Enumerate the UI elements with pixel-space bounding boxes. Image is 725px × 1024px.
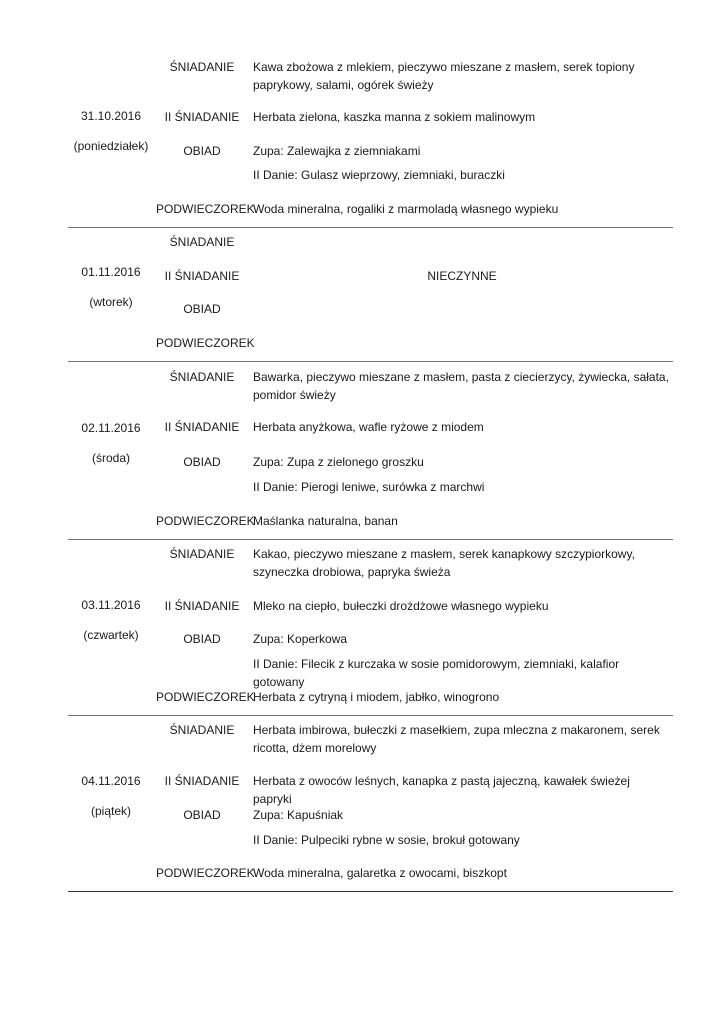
menu-snack: Woda mineralna, galaretka z owocami, biszkopt [253,866,507,880]
menu-snack: Maślanka naturalna, banan [253,514,398,528]
menu-soup: Zupa: Kapuśniak [253,808,344,822]
menu-main-dish: II Danie: Filecik z kurczaka w sosie pomidorowym, ziemniaki, kalafior gotowany [253,657,620,689]
day-weekday: (wtorek) [89,295,133,309]
meal-label-second-breakfast: II ŚNIADANIE [164,269,240,283]
meal-label-snack: PODWIECZOREK [156,690,255,704]
menu-main-dish: II Danie: Gulasz wieprzowy, ziemniaki, buraczki [253,168,505,182]
menu-main-dish: II Danie: Pierogi leniwe, surówka z marchwi [253,480,485,494]
meal-label-lunch: OBIAD [183,302,221,316]
day-weekday: (środa) [91,451,130,465]
day-weekday: (poniedziałek) [73,139,149,153]
day-block [68,52,673,228]
day-block [68,715,673,892]
day-block [68,539,673,716]
meal-label-breakfast: ŚNIADANIE [169,370,235,384]
day-block [68,227,673,362]
meal-label-second-breakfast: II ŚNIADANIE [164,420,240,434]
meal-label-breakfast: ŚNIADANIE [169,547,235,561]
meal-label-lunch: OBIAD [183,808,221,822]
day-date-column [68,773,154,819]
day-block [68,361,673,540]
meal-label-second-breakfast: II ŚNIADANIE [164,774,240,788]
day-date-column [68,597,154,643]
menu-snack: Herbata z cytryną i miodem, jabłko, winogrono [253,690,500,704]
meal-label-lunch: OBIAD [183,144,221,158]
meal-label-breakfast: ŚNIADANIE [169,723,235,737]
meal-label-second-breakfast: II ŚNIADANIE [164,599,240,613]
menu-second-breakfast: Mleko na ciepło, bułeczki drożdżowe własnego wypieku [253,599,549,613]
menu-soup: Zupa: Koperkowa [253,632,348,646]
day-weekday: (piątek) [90,804,131,818]
menu-main-dish: II Danie: Pulpeciki rybne w sosie, brokuł gotowany [253,833,520,847]
menu-breakfast: Kawa zbożowa z mlekiem, pieczywo mieszane z masłem, serek topiony paprykowy, salami, ogórek świeży [253,60,635,92]
day-date: 02.11.2016 [81,421,141,435]
menu-second-breakfast: Herbata zielona, kaszka manna z sokiem malinowym [253,110,536,124]
meal-label-snack: PODWIECZOREK [156,514,255,528]
day-date: 03.11.2016 [81,598,141,612]
meal-label-breakfast: ŚNIADANIE [169,60,235,74]
meal-label-snack: PODWIECZOREK [156,336,255,350]
meal-label-breakfast: ŚNIADANIE [169,235,235,249]
day-date: 04.11.2016 [81,774,141,788]
day-date: 31.10.2016 [80,109,142,123]
menu-breakfast: Kakao, pieczywo mieszane z masłem, serek kanapkowy szczypiorkowy, szyneczka drobiowa, papryka świeża [253,547,635,579]
meal-label-snack: PODWIECZOREK [156,202,255,216]
day-weekday: (czwartek) [83,628,139,642]
menu-breakfast: Herbata imbirowa, bułeczki z masełkiem, zupa mleczna z makaronem, serek ricotta, dżem morelowy [253,723,660,755]
meal-label-second-breakfast: II ŚNIADANIE [164,110,240,124]
menu-second-breakfast: Herbata z owoców leśnych, kanapka z pastą jajeczną, kawałek świeżej papryki [253,774,630,806]
day-date-column [68,420,154,466]
closed-notice: NIECZYNNE [427,269,497,283]
meal-label-lunch: OBIAD [183,455,221,469]
day-date: 01.11.2016 [81,265,141,279]
menu-breakfast: Bawarka, pieczywo mieszane z masłem, pasta z ciecierzycy, żywiecka, sałata, pomidor świeży [253,370,669,402]
menu-snack: Woda mineralna, rogaliki z marmoladą własnego wypieku [253,202,559,216]
meal-label-snack: PODWIECZOREK [156,866,255,880]
menu-soup: Zupa: Zalewajka z ziemniakami [253,144,421,158]
day-date-column [68,264,154,310]
day-date-column [68,108,154,154]
menu-soup: Zupa: Zupa z zielonego groszku [253,455,424,469]
meal-label-lunch: OBIAD [183,632,221,646]
menu-second-breakfast: Herbata anyżkowa, wafle ryżowe z miodem [253,420,484,434]
